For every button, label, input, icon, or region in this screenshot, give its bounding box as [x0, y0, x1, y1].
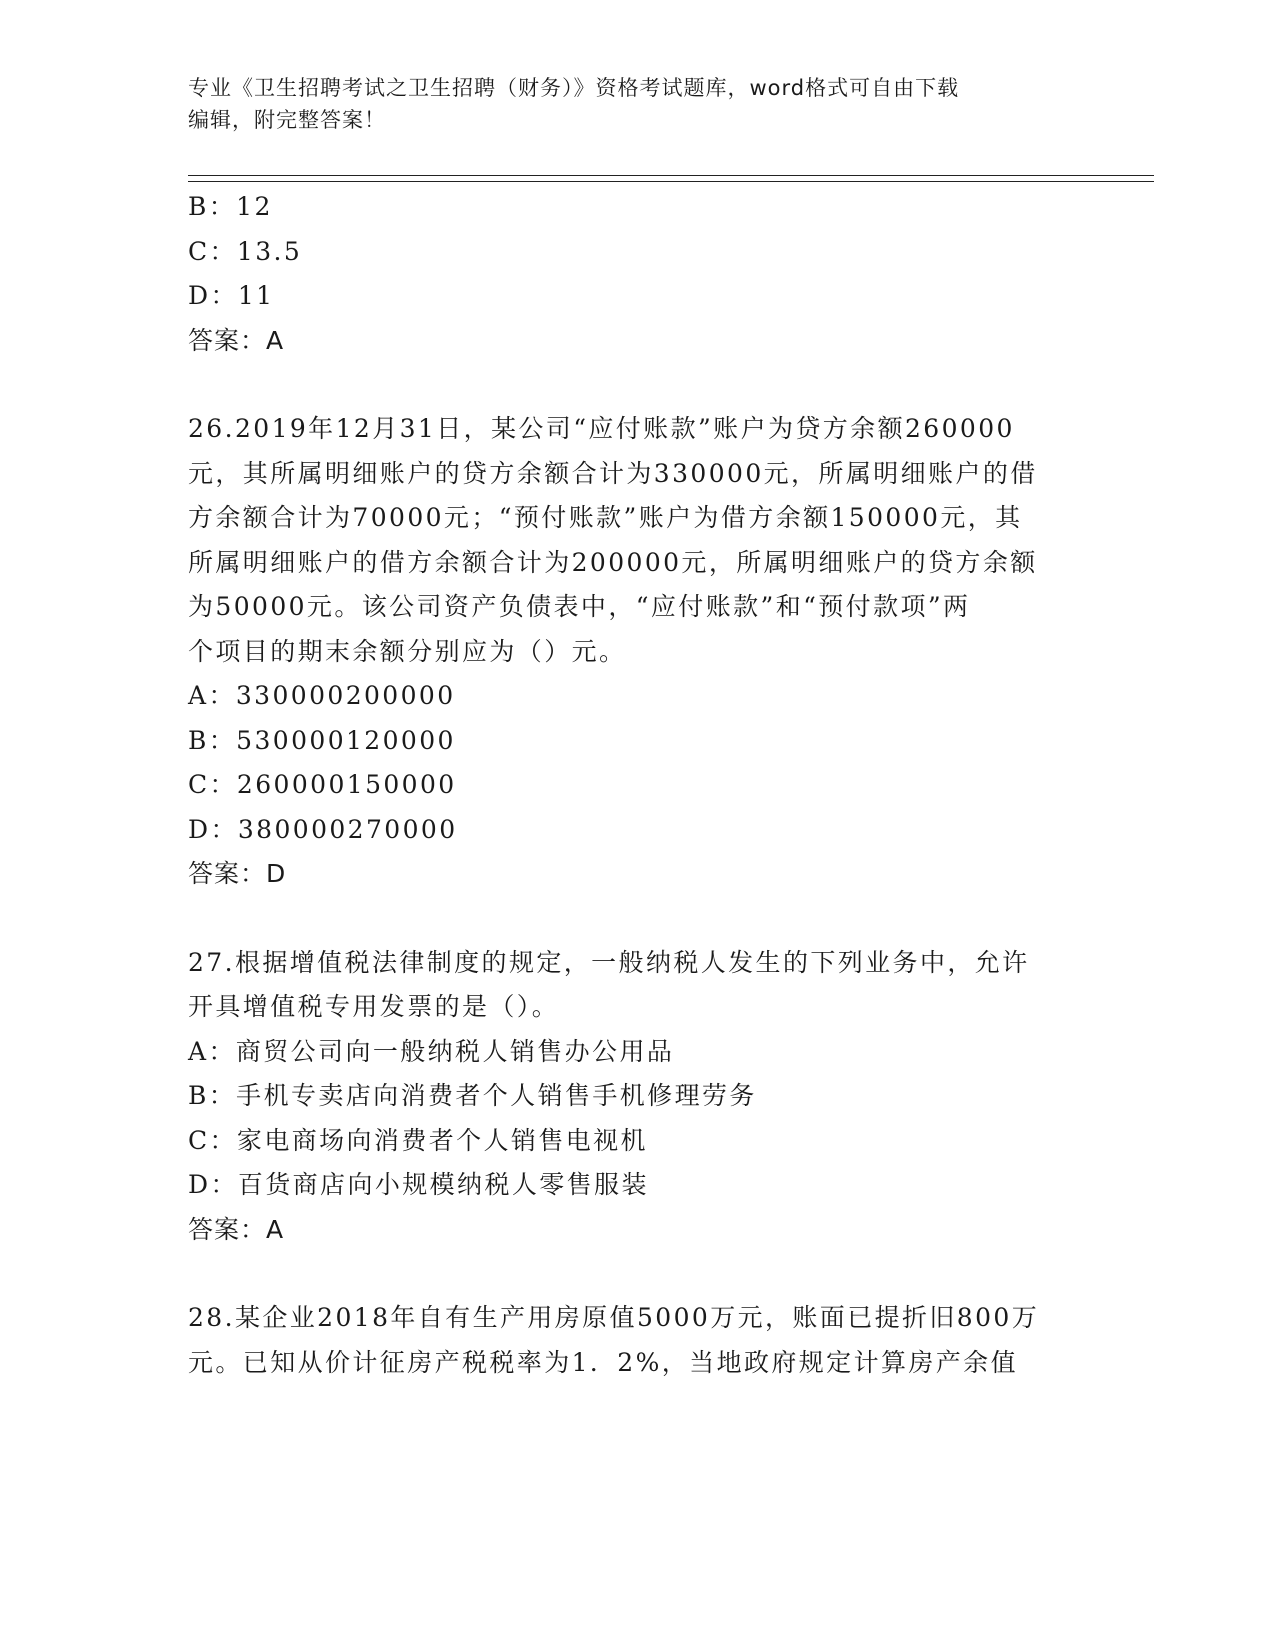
q26-text-line: 方余额合计为70000元；“预付账款”账户为借方余额150000元，其: [188, 503, 1023, 532]
q28-text-line: 28.某企业2018年自有生产用房原值5000万元，账面已提折旧800万: [188, 1303, 1040, 1332]
header-divider-top: [188, 175, 1154, 176]
q25-option-c: C：13.5: [188, 237, 303, 266]
header-divider-bottom: [188, 181, 1154, 182]
q26-text-line: 元，其所属明细账户的贷方余额合计为330000元，所属明细账户的借: [188, 459, 1038, 488]
q26-option-d: D：380000270000: [188, 815, 458, 844]
q27-option-d: D：百货商店向小规模纳税人零售服装: [188, 1170, 649, 1199]
q26-text-line: 为50000元。该公司资产负债表中，“应付账款”和“预付款项”两: [188, 592, 971, 621]
q27-answer: 答案：A: [188, 1215, 285, 1244]
q27-text-line: 27.根据增值税法律制度的规定，一般纳税人发生的下列业务中，允许: [188, 948, 1030, 977]
q27-option-c: C：家电商场向消费者个人销售电视机: [188, 1126, 648, 1155]
q27-option-b: B：手机专卖店向消费者个人销售手机修理劳务: [188, 1081, 757, 1110]
q26-text-line: 个项目的期末余额分别应为（）元。: [188, 637, 627, 666]
q26-text-line: 26.2019年12月31日，某公司“应付账款”账户为贷方余额260000: [188, 414, 1015, 443]
q26-option-b: B：530000120000: [188, 726, 456, 755]
header-line-1: 专业《卫生招聘考试之卫生招聘（财务）》资格考试题库，word格式可自由下载: [188, 76, 960, 100]
q25-option-b: B：12: [188, 192, 273, 221]
header-line-2: 编辑，附完整答案！: [188, 108, 386, 132]
q26-option-c: C：260000150000: [188, 770, 457, 799]
q26-option-a: A：330000200000: [188, 681, 456, 710]
q26-text-line: 所属明细账户的借方余额合计为200000元，所属明细账户的贷方余额: [188, 548, 1038, 577]
page-header: [188, 72, 1068, 136]
q25-answer: 答案：A: [188, 326, 285, 355]
q27-text-line: 开具增值税专用发票的是（）。: [188, 992, 560, 1021]
q27-option-a: A：商贸公司向一般纳税人销售办公用品: [188, 1037, 675, 1066]
q25-option-d: D：11: [188, 281, 275, 310]
q28-text-line: 元。已知从价计征房产税税率为1．2%，当地政府规定计算房产余值: [188, 1348, 1018, 1377]
q26-answer: 答案：D: [188, 859, 287, 888]
